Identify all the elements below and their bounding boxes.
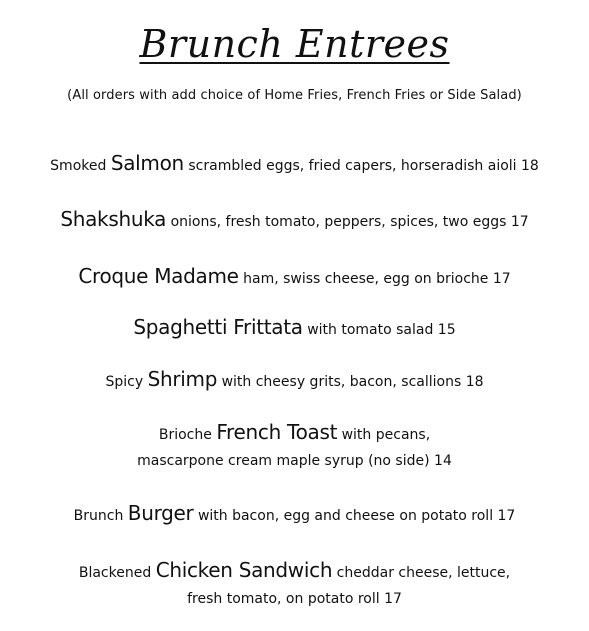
item-prefix: Brunch <box>73 508 124 524</box>
menu-item-spaghetti-frittata <box>0 314 589 343</box>
item-description: with cheesy grits, bacon, scallions 18 <box>221 374 484 390</box>
menu-item-smoked-salmon <box>0 150 589 179</box>
item-description-line2: fresh tomato, on potato roll 17 <box>187 591 402 607</box>
item-description: with bacon, egg and cheese on potato roll 17 <box>197 508 516 524</box>
item-name: Shrimp <box>147 367 218 391</box>
menu-subtitle: (All orders with add choice of Home Fries, French Fries or Side Salad) <box>67 88 522 103</box>
item-description: ham, swiss cheese, egg on brioche 17 <box>243 271 511 287</box>
item-name: Chicken Sandwich <box>155 558 333 582</box>
item-description: with tomato salad 15 <box>307 322 456 338</box>
item-description: cheddar cheese, lettuce, <box>336 565 511 581</box>
menu-item-spicy-shrimp <box>0 366 589 395</box>
item-description: scrambled eggs, fried capers, horseradish aioli 18 <box>188 158 539 174</box>
menu-item-croque-madame <box>0 263 589 292</box>
item-name: Burger <box>127 501 194 525</box>
menu-title: Brunch Entrees <box>139 22 450 66</box>
menu-item-shakshuka <box>0 206 589 235</box>
item-name: Shakshuka <box>60 207 167 231</box>
item-name: Salmon <box>110 151 184 175</box>
menu-item-brioche-french-toast <box>0 419 589 474</box>
item-prefix: Spicy <box>105 374 144 390</box>
item-description: with pecans, <box>341 427 431 443</box>
item-description: onions, fresh tomato, peppers, spices, two eggs 17 <box>170 214 529 230</box>
item-prefix: Blackened <box>78 565 152 581</box>
item-prefix: Smoked <box>50 158 107 174</box>
item-prefix: Brioche <box>158 427 212 443</box>
item-name: French Toast <box>216 420 338 444</box>
menu-item-blackened-chicken-sandwich <box>0 557 589 612</box>
menu-item-brunch-burger <box>0 500 589 529</box>
item-name: Croque Madame <box>78 264 239 288</box>
item-name: Spaghetti Frittata <box>133 315 303 339</box>
item-description-line2: mascarpone cream maple syrup (no side) 14 <box>137 453 452 469</box>
